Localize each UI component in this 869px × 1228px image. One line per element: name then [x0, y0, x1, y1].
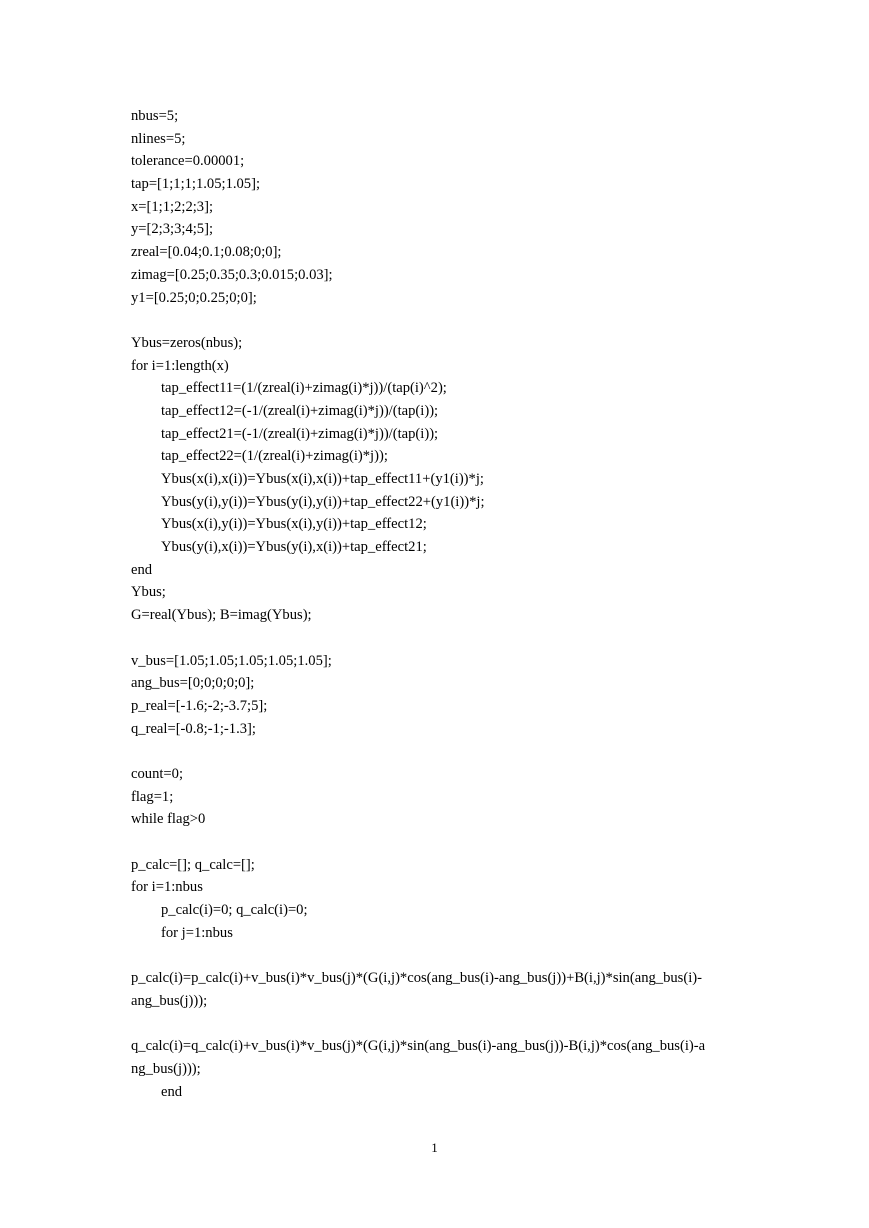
blank-line: [131, 740, 741, 763]
code-line: for i=1:nbus: [131, 879, 203, 896]
code-line: count=0;: [131, 765, 184, 782]
code-line: y1=[0.25;0;0.25;0;0];: [131, 289, 257, 306]
code-line: tap_effect21=(-1/(zreal(i)+zimag(i)*j))/(tap(i));: [161, 425, 439, 442]
code-line: ng_bus(j)));: [131, 1060, 201, 1077]
code-line: Ybus=zeros(nbus);: [131, 334, 243, 351]
code-line: Ybus(y(i),y(i))=Ybus(y(i),y(i))+tap_effect22+(y1(i))*j;: [161, 493, 485, 510]
code-line: while flag>0: [131, 811, 206, 828]
blank-line: [131, 309, 741, 332]
code-line: q_calc(i)=q_calc(i)+v_bus(i)*v_bus(j)*(G(i,j)*sin(ang_bus(i)-ang_bus(j))-B(i,j)*cos(ang_bus(i)-a: [131, 1038, 706, 1055]
code-line: tolerance=0.00001;: [131, 153, 245, 170]
code-line: tap_effect11=(1/(zreal(i)+zimag(i)*j))/(tap(i)^2);: [161, 380, 447, 397]
blank-line: [131, 1013, 741, 1036]
code-line: Ybus(x(i),y(i))=Ybus(x(i),y(i))+tap_effect12;: [161, 516, 427, 533]
code-line: ang_bus(j)));: [131, 992, 208, 1009]
code-line: end: [161, 1083, 183, 1100]
code-line: ang_bus=[0;0;0;0;0];: [131, 675, 255, 692]
code-listing: [131, 105, 741, 1103]
code-line: end: [131, 561, 153, 578]
code-line: Ybus(y(i),x(i))=Ybus(y(i),x(i))+tap_effect21;: [161, 539, 427, 556]
blank-line: [131, 831, 741, 854]
code-line: x=[1;1;2;2;3];: [131, 198, 214, 215]
blank-line: [131, 944, 741, 967]
code-line: Ybus;: [131, 584, 166, 601]
code-line: v_bus=[1.05;1.05;1.05;1.05;1.05];: [131, 652, 332, 669]
page-number: 1: [431, 1140, 438, 1155]
code-line: p_real=[-1.6;-2;-3.7;5];: [131, 697, 268, 714]
blank-line: [131, 627, 741, 650]
code-line: flag=1;: [131, 788, 174, 805]
code-line: q_real=[-0.8;-1;-1.3];: [131, 720, 256, 737]
code-line: zreal=[0.04;0.1;0.08;0;0];: [131, 244, 282, 261]
code-line: for j=1:nbus: [161, 924, 233, 941]
code-line: for i=1:length(x): [131, 357, 229, 374]
code-line: Ybus(x(i),x(i))=Ybus(x(i),x(i))+tap_effect11+(y1(i))*j;: [161, 471, 484, 487]
code-line: zimag=[0.25;0.35;0.3;0.015;0.03];: [131, 266, 333, 283]
code-line: y=[2;3;3;4;5];: [131, 221, 214, 238]
code-line: tap=[1;1;1;1.05;1.05];: [131, 176, 261, 193]
code-line: tap_effect22=(1/(zreal(i)+zimag(i)*j));: [161, 448, 388, 465]
code-line: nlines=5;: [131, 130, 186, 147]
code-line: tap_effect12=(-1/(zreal(i)+zimag(i)*j))/(tap(i));: [161, 402, 439, 419]
code-line: p_calc(i)=p_calc(i)+v_bus(i)*v_bus(j)*(G(i,j)*cos(ang_bus(i)-ang_bus(j))+B(i,j)*sin(ang_bus(i)-: [131, 970, 702, 987]
code-line: G=real(Ybus); B=imag(Ybus);: [131, 607, 312, 624]
code-line: p_calc(i)=0; q_calc(i)=0;: [161, 902, 308, 919]
code-line: p_calc=[]; q_calc=[];: [131, 856, 255, 873]
code-line: nbus=5;: [131, 108, 179, 124]
